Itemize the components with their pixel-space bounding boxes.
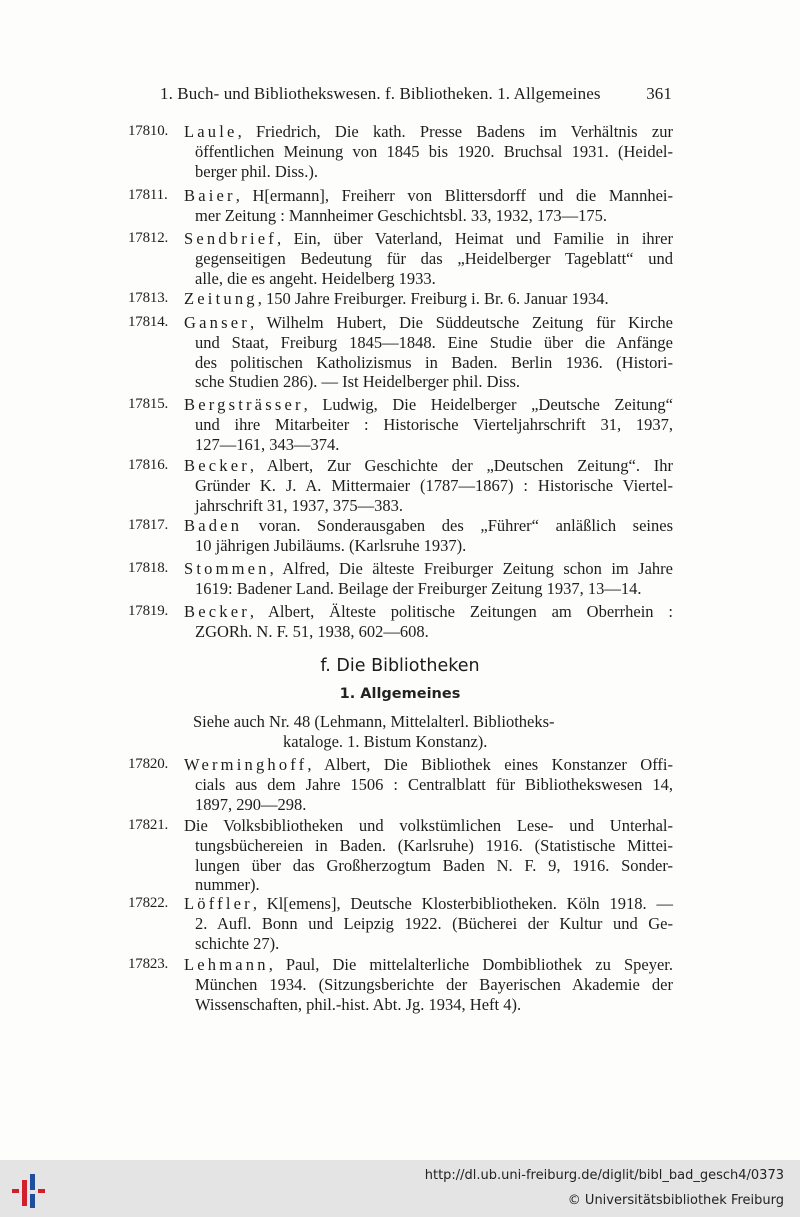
entry-number: 17819. — [128, 603, 169, 619]
entry-segment: , Paul, Die mittelalterliche Dombibliothek zu Speyer. — [268, 955, 673, 974]
entry-segment: , Ludwig, Die Heidelberger „Deutsche Zeitung“ — [303, 395, 673, 414]
entry-segment: 127—161, 343—374. — [195, 434, 340, 454]
entry-segment: mer Zeitung : Mannheimer Geschichtsbl. 33, 1932, 173—175. — [195, 205, 607, 225]
entry-line — [184, 206, 673, 226]
entry-text — [184, 395, 673, 454]
entry-segment: Wissenschaften, phil.-hist. Abt. Jg. 1934, Heft 4). — [195, 994, 522, 1014]
entry-line — [184, 313, 673, 333]
entry-author: Baier — [184, 186, 236, 205]
entry-number: 17812. — [128, 230, 169, 246]
entry-line — [184, 914, 673, 934]
entry-line — [184, 289, 673, 309]
entry-line — [184, 795, 673, 815]
entry-line — [184, 602, 673, 622]
bibliography-entry — [128, 955, 673, 1014]
entry-line — [184, 755, 673, 775]
entry-segment: 10 jährigen Jubiläums. (Karlsruhe 1937). — [195, 535, 467, 555]
entry-segment: , Albert, Die Bibliothek eines Konstanzer Offi- — [307, 755, 673, 774]
entry-author: Zeitung — [184, 289, 258, 308]
entry-author: Bergsträsser — [184, 395, 304, 414]
entry-number: 17813. — [128, 290, 169, 306]
entry-segment: des politischen Katholizismus in Baden. Berlin 1936. (Histori- — [195, 352, 673, 372]
entry-author: Baden — [184, 516, 243, 535]
entry-segment: 2. Aufl. Bonn und Leipzig 1922. (Bücherei der Kultur und Ge- — [195, 913, 673, 933]
entry-segment: , Albert, Zur Geschichte der „Deutschen Zeitung“. Ihr — [249, 456, 673, 475]
source-url-link[interactable]: http://dl.ub.uni-freiburg.de/diglit/bibl_bad_gesch4/0373 — [424, 1168, 784, 1183]
entry-line — [184, 162, 673, 182]
entry-line — [184, 229, 673, 249]
entry-author: Stommen — [184, 559, 270, 578]
entry-number: 17817. — [128, 517, 169, 533]
copyright-text: © Universitätsbibliothek Freiburg — [567, 1193, 784, 1208]
entry-number: 17810. — [128, 123, 169, 139]
bibliography-entry — [128, 186, 673, 226]
entry-line — [184, 579, 673, 599]
entry-segment: jahrschrift 31, 1937, 375—383. — [195, 495, 404, 515]
entry-line — [184, 836, 673, 856]
entry-segment: nummer). — [195, 875, 260, 895]
entry-line — [184, 395, 673, 415]
see-also-line: kataloge. 1. Bistum Konstanz). — [283, 731, 488, 751]
bibliography-entry — [128, 755, 673, 814]
bibliography-entry — [128, 816, 673, 895]
entry-line — [184, 536, 673, 556]
entry-segment: gegenseitigen Bedeutung für das „Heidelberger Tageblatt“ und — [195, 248, 673, 268]
entry-text — [184, 559, 673, 599]
entry-text — [184, 186, 673, 226]
running-head-title: 1. Buch- und Bibliothekswesen. f. Bibliotheken. 1. Allgemeines — [160, 84, 601, 103]
entry-text — [184, 313, 673, 392]
entry-segment: , Friedrich, Die kath. Presse Badens im Verhältnis zur — [237, 122, 673, 141]
page-number: 361 — [646, 84, 672, 103]
entry-segment: und Staat, Freiburg 1845—1848. Eine Studie über die Anfänge — [195, 332, 673, 352]
entry-segment: tungsbüchereien in Baden. (Karlsruhe) 1916. (Statistische Mittei- — [195, 835, 673, 855]
entry-text — [184, 289, 673, 309]
entry-line — [184, 816, 673, 836]
bibliography-entry — [128, 289, 673, 309]
bibliography-entry — [128, 122, 673, 181]
entry-line — [184, 894, 673, 914]
entry-author: Werminghoff — [184, 755, 308, 774]
bibliography-entry — [128, 894, 673, 953]
bibliography-entry — [128, 229, 673, 288]
entry-segment: voran. Sonderausgaben des „Führer“ anläßlich seines — [242, 516, 673, 535]
section-title: f. Die Bibliotheken — [320, 656, 480, 676]
bibliography-entry — [128, 602, 673, 642]
entry-segment: und ihre Mitarbeiter : Historische Vierteljahrschrift 31, 1937, — [195, 414, 673, 434]
bibliography-entry — [128, 516, 673, 556]
entry-author: Ganser — [184, 313, 250, 332]
subsection-title: 1. Allgemeines — [339, 686, 461, 702]
entry-line — [184, 435, 673, 455]
bibliography-entry — [128, 456, 673, 515]
entry-segment: berger phil. Diss.). — [195, 161, 318, 181]
entry-segment: , Wilhelm Hubert, Die Süddeutsche Zeitung für Kirche — [249, 313, 673, 332]
entry-segment: Gründer K. J. A. Mittermaier (1787—1867) : Historische Viertel- — [195, 475, 673, 495]
entry-line — [184, 975, 673, 995]
entry-number: 17816. — [128, 457, 169, 473]
entry-text — [184, 955, 673, 1014]
entry-number: 17818. — [128, 560, 169, 576]
entry-segment: öffentlichen Meinung von 1845 bis 1920. Bruchsal 1931. (Heidel- — [195, 141, 673, 161]
entry-text — [184, 602, 673, 642]
entry-line — [184, 456, 673, 476]
entry-number: 17814. — [128, 314, 169, 330]
running-head — [160, 84, 672, 104]
entry-author: Löffler — [184, 894, 253, 913]
entry-author: Becker — [184, 456, 250, 475]
entry-line — [184, 856, 673, 876]
entry-line — [184, 372, 673, 392]
entry-text — [184, 816, 673, 895]
entry-segment: , 150 Jahre Freiburger. Freiburg i. Br. 6. Januar 1934. — [257, 289, 609, 308]
entry-author: Sendbrief — [184, 229, 277, 248]
bibliography-entry — [128, 559, 673, 599]
entry-number: 17823. — [128, 956, 169, 972]
entry-segment: , Alfred, Die älteste Freiburger Zeitung schon im Jahre — [269, 559, 673, 578]
entry-line — [184, 995, 673, 1015]
entry-line — [184, 142, 673, 162]
entry-segment: , Kl[emens], Deutsche Klosterbibliotheken. Köln 1918. — — [252, 894, 673, 913]
entry-author: Laule — [184, 122, 238, 141]
entry-segment: , Ein, über Vaterland, Heimat und Familie in ihrer — [276, 229, 673, 248]
entry-segment: lungen über das Großherzogtum Baden N. F. 9, 1916. Sonder- — [195, 855, 673, 875]
entry-number: 17815. — [128, 396, 169, 412]
entry-line — [184, 249, 673, 269]
entry-line — [184, 122, 673, 142]
entry-segment: 1897, 290—298. — [195, 794, 307, 814]
entry-line — [184, 353, 673, 373]
entry-line — [184, 415, 673, 435]
entry-segment: , Albert, Älteste politische Zeitungen am Oberrhein : — [249, 602, 673, 621]
entry-line — [184, 496, 673, 516]
footer-bar — [0, 1160, 800, 1217]
entry-line — [184, 476, 673, 496]
ub-freiburg-logo-icon — [10, 1170, 50, 1210]
entry-line — [184, 875, 673, 895]
entry-segment: ZGORh. N. F. 51, 1938, 602—608. — [195, 621, 429, 641]
entry-segment: sche Studien 286). — Ist Heidelberger phil. Diss. — [195, 372, 521, 392]
entry-text — [184, 229, 673, 288]
entry-text — [184, 456, 673, 515]
entry-line — [184, 955, 673, 975]
entry-text — [184, 122, 673, 181]
entry-segment: , H[ermann], Freiherr von Blittersdorff und die Mannhei- — [235, 186, 673, 205]
entry-number: 17821. — [128, 817, 169, 833]
entry-text — [184, 516, 673, 556]
see-also-line: Siehe auch Nr. 48 (Lehmann, Mittelalterl. Bibliotheks- — [193, 712, 555, 731]
entry-line — [184, 186, 673, 206]
entry-text — [184, 755, 673, 814]
entry-line — [184, 516, 673, 536]
entry-line — [184, 559, 673, 579]
entry-number: 17822. — [128, 895, 169, 911]
entry-line — [184, 934, 673, 954]
see-also-note — [193, 712, 613, 752]
entry-author: Becker — [184, 602, 250, 621]
entry-segment: schichte 27). — [195, 933, 280, 953]
entry-segment: cials aus dem Jahre 1506 : Centralblatt für Bibliothekswesen 14, — [195, 774, 673, 794]
entry-text — [184, 894, 673, 953]
entry-number: 17820. — [128, 756, 169, 772]
entry-author: Lehmann — [184, 955, 269, 974]
entry-line — [184, 333, 673, 353]
bibliography-entry — [128, 395, 673, 454]
bibliography-entry — [128, 313, 673, 392]
entry-segment: Die Volksbibliotheken und volkstümlichen Lese- und Unterhal- — [184, 816, 673, 835]
entry-line — [184, 269, 673, 289]
entry-line — [184, 775, 673, 795]
entry-segment: alle, die es angeht. Heidelberg 1933. — [195, 268, 436, 288]
entry-number: 17811. — [128, 187, 168, 203]
entry-line — [184, 622, 673, 642]
entry-segment: 1619: Badener Land. Beilage der Freiburger Zeitung 1937, 13—14. — [195, 578, 642, 598]
entry-segment: München 1934. (Sitzungsberichte der Bayerischen Akademie der — [195, 974, 673, 994]
